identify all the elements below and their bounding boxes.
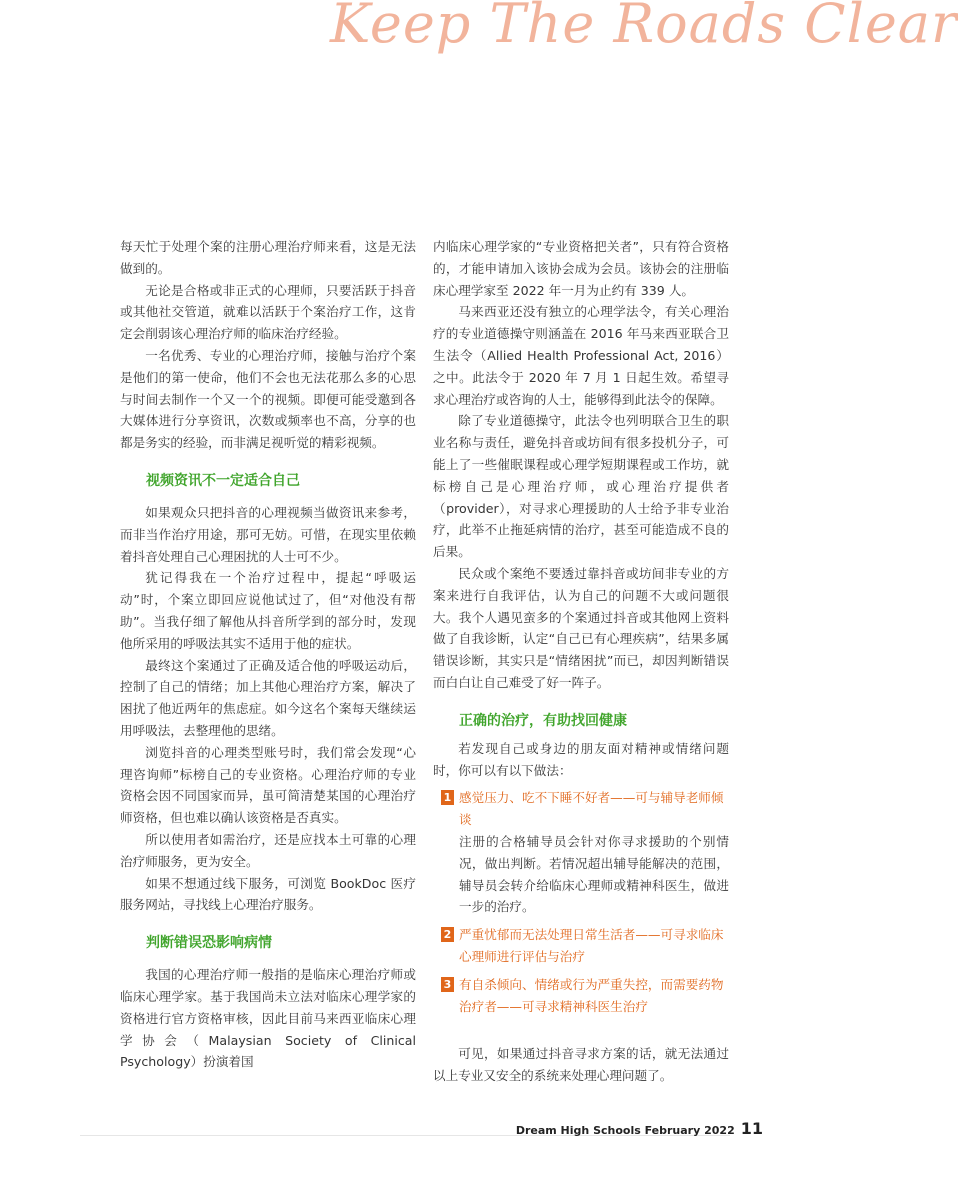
paragraph: 内临床心理学家的“专业资格把关者”，只有符合资格的，才能申请加入该协会成为会员。该协会的注册临床心理学家至 2022 年一月为止约有 339 人。 [433, 239, 729, 298]
number-badge: 3 [441, 977, 454, 992]
paragraph: 如果观众只把抖音的心理视频当做资讯来参考，而非当作治疗用途，那可无妨。可惜，在现实里依赖着抖音处理自己心理困扰的人士可不少。 [120, 504, 416, 564]
closing-paragraph: 可见，如果通过抖音寻求方案的话，就无法通过以上专业又安全的系统来处理心理问题了。 [433, 1046, 729, 1084]
magazine-name: Dream High Schools February 2022 [515, 1124, 735, 1137]
page-footer [516, 1119, 763, 1138]
paragraph: 我国的心理治疗师一般指的是临床心理治疗师或临床心理学家。基于我国尚未立法对临床心理学家的资格进行官方资格审核，因此目前马来西亚临床心理学协会（Malaysian Society of Clinical Psychology）扮演着国 [120, 967, 416, 1070]
paragraph: 除了专业道德操守，此法令也列明联合卫生的职业名称与责任，避免抖音或坊间有很多投机分子，可能上了一些催眠课程或心理学短期课程或工作坊，就标榜自己是心理治疗师，或心理治疗提供者（provider），对寻求心理援助的人士给予非专业治疗，此举不止拖延病情的治疗，甚至可能造成不良的后果。 [433, 413, 729, 560]
paragraph: 最终这个案通过了正确及适合他的呼吸运动后，控制了自己的情绪；加上其他心理治疗方案，解决了困扰了他近两年的焦虑症。如今这名个案每天继续运用呼吸法，去整理他的思绪。 [120, 657, 416, 738]
section-heading: 视频资讯不一定适合自己 [146, 472, 300, 489]
right-column [433, 236, 729, 1087]
list-item-title: 有自杀倾向、情绪或行为严重失控，而需要药物治疗者——可寻求精神科医生治疗 [459, 976, 724, 1014]
paragraph: 一名优秀、专业的心理治疗师，接触与治疗个案是他们的第一使命，他们不会也无法花那么多的心思与时间去制作一个又一个的视频。即便可能受邀到各大媒体进行分享资讯，次数或频率也不高，分享的也都是务实的经验，而非满足视听觉的精彩视频。 [120, 347, 416, 451]
paragraph: 无论是合格或非正式的心理师，只要活跃于抖音或其他社交管道，就难以活跃于个案治疗工作，这肯定会削弱该心理治疗师的临床治疗经验。 [120, 282, 416, 342]
paragraph: 马来西亚还没有独立的心理学法令，有关心理治疗的专业道德操守则涵盖在 2016 年马来西亚联合卫生法令（Allied Health Professional Act, 2016）之中。此法令于 2020 年 7 月 1 日起生效。希望寻求心理治疗或咨询的人士，能够得到此法令的保障。 [433, 304, 729, 407]
left-column [120, 236, 416, 1073]
number-badge: 2 [441, 927, 454, 942]
intro-paragraph: 若发现自己或身边的朋友面对精神或情绪问题时，你可以有以下做法： [433, 740, 729, 778]
paragraph: 浏览抖音的心理类型账号时，我们常会发现“心理咨询师”标榜自己的专业资格。心理治疗师的专业资格会因不同国家而异，虽可简清楚某国的心理治疗师资格，但也难以确认该资格是否真实。 [120, 744, 416, 826]
paragraph: 每天忙于处理个案的注册心理治疗师来看，这是无法做到的。 [120, 239, 416, 276]
section-heading: 正确的治疗，有助找回健康 [459, 712, 627, 729]
list-item [433, 924, 729, 968]
list-item [433, 787, 729, 918]
list-item-title: 感觉压力、吃不下睡不好者——可与辅导老师倾谈 [459, 790, 724, 828]
number-badge: 1 [441, 790, 454, 805]
paragraph: 犹记得我在一个治疗过程中，提起“呼吸运动”时，个案立即回应说他试过了，但“对他没有帮助”。当我仔细了解他从抖音所学到的部分时，发现他所采用的呼吸法其实不适用于他的症状。 [120, 570, 416, 651]
list-item-body: 注册的合格辅导员会针对你寻求援助的个别情况，做出判断。若情况超出辅导能解决的范围，辅导员会转介给临床心理师或精神科医生，做进一步的治疗。 [459, 833, 729, 915]
list-item-title: 严重忧郁而无法处理日常生活者——可寻求临床心理师进行评估与治疗 [459, 927, 724, 964]
section-heading: 判断错误恐影响病情 [146, 935, 272, 952]
page-number: 11 [740, 1119, 763, 1138]
list-item [433, 974, 729, 1018]
paragraph: 民众或个案绝不要透过靠抖音或坊间非专业的方案来进行自我评估，认为自己的问题不大或问题很大。我个人遇见蛮多的个案通过抖音或其他网上资料做了自我诊断，认定“自己已有心理疾病”，结果多属错误诊断，其实只是“情绪困扰”而已，却因判断错误而白白让自己难受了好一阵子。 [433, 565, 729, 690]
paragraph: 所以使用者如需治疗，还是应找本土可靠的心理治疗师服务，更为安全。 [120, 831, 416, 869]
header-banner-title: Keep The Roads Clear [330, 0, 958, 55]
paragraph: 如果不想通过线下服务，可浏览 BookDoc 医疗服务网站，寻找线上心理治疗服务。 [120, 875, 416, 913]
